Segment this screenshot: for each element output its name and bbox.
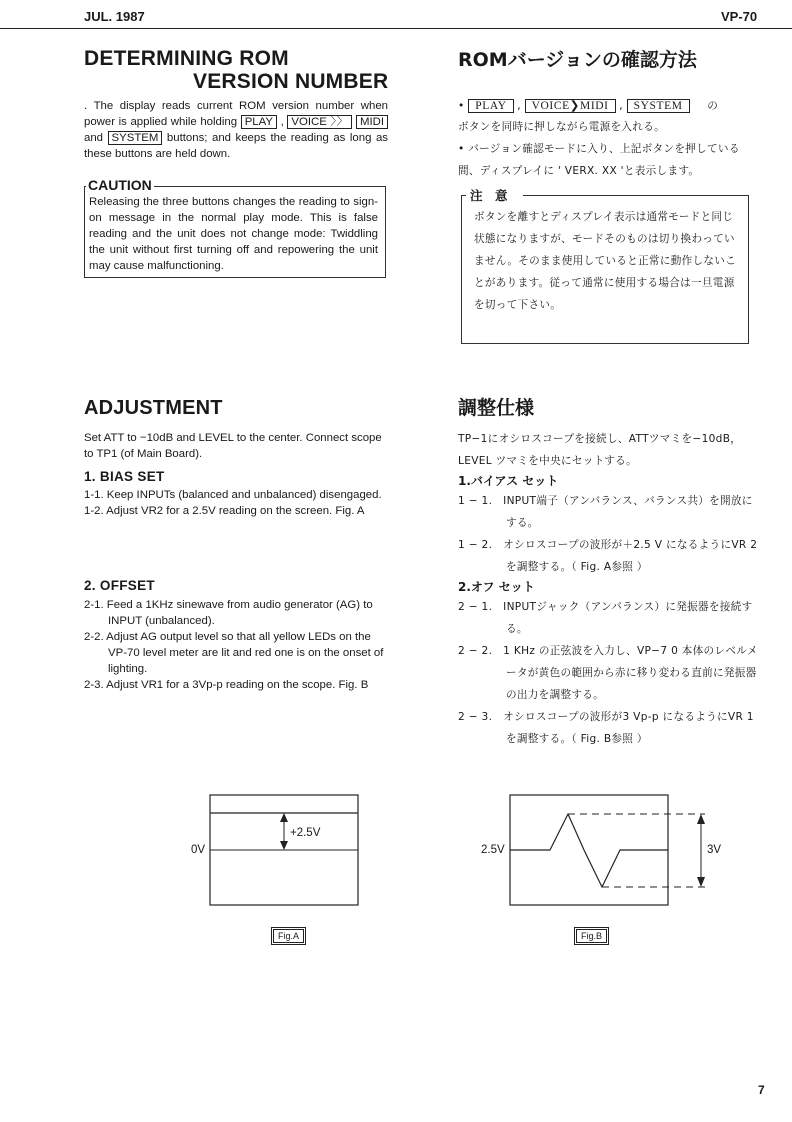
no-jp: の xyxy=(707,100,719,112)
fig-a-arrow-up xyxy=(280,813,288,822)
caution-box-jp-top-right xyxy=(523,195,748,196)
offset-step-2-en: 2-2. Adjust AG output level so that all yellow LEDs on the VP-70 level meter are lit and red one is on the onset of lighting. xyxy=(84,631,384,675)
key-voice-en: VOICE 〉〉 xyxy=(287,115,352,129)
bias-step-2-en: 1-2. Adjust VR2 for a 2.5V reading on the screen. Fig. A xyxy=(84,505,365,517)
header-model: VP-70 xyxy=(721,9,758,24)
adj-title-jp: 調整仕様 xyxy=(458,397,535,419)
key-sep-en: , xyxy=(280,116,284,128)
fig-b-diagram xyxy=(500,790,730,910)
rom-body-en xyxy=(84,98,388,162)
fig-a-caption: Fig.A xyxy=(273,929,304,943)
rom-title-en-line2: VERSION NUMBER xyxy=(193,70,389,93)
rom-title-jp: ROMバージョンの確認方法 xyxy=(458,49,697,71)
fig-b-caption: Fig.B xyxy=(576,929,607,943)
bias-title-jp: 1.バイアス セット xyxy=(458,474,559,488)
rom-line1-jp xyxy=(458,95,758,117)
page-number: 7 xyxy=(758,1083,765,1097)
rom-line2-jp: • バージョン確認モードに入り、上記ボタンを押している間、ディスプレイに ' VERX. XX 'と表示します。 xyxy=(458,143,740,177)
fig-a-zero-label: 0V xyxy=(191,844,206,856)
bias-step-1-en: 1-1. Keep INPUTs (balanced and unbalanced) disengaged. xyxy=(84,489,382,501)
rom-line1-rest-jp: ボタンを同時に押しながら電源を入れる。 xyxy=(458,121,665,133)
fig-a-arrow-down xyxy=(280,841,288,850)
caution-text-jp: ボタンを離すとディスプレイ表示は通常モードと同じ状態になりますが、モードそのものは切り換わっていません。そのまま使用していると正常に動作しないことがあります。従って通常に使用する場合は一旦電源を切って下さい。 xyxy=(474,211,737,311)
fig-a-diagram xyxy=(180,790,380,910)
header-date: JUL. 1987 xyxy=(84,9,145,24)
key-play-jp: PLAY xyxy=(468,99,513,113)
adj-intro-jp: TP−1にオシロスコープを接続し、ATTツマミを−10dB，LEVEL ツマミを中央にセットする。 xyxy=(458,433,742,467)
rom-body-en-text-a: . The display reads current ROM version number when power is applied while holding xyxy=(84,100,388,128)
comma-jp-1: , xyxy=(517,100,521,112)
bias-steps-jp xyxy=(458,490,758,578)
key-system-jp: SYSTEM xyxy=(627,99,690,113)
and-en: and xyxy=(84,132,104,144)
fig-b-pp-label: 3V xyxy=(707,844,722,856)
adj-title-en: ADJUSTMENT xyxy=(84,397,223,419)
bullet-jp: • xyxy=(458,100,465,112)
rom-title-en-line1: DETERMINING ROM xyxy=(84,47,289,70)
fig-b-arrow-down xyxy=(697,877,705,887)
comma-jp-2: , xyxy=(619,100,623,112)
key-system-en: SYSTEM xyxy=(108,131,163,145)
fig-a-delta-label: +2.5V xyxy=(290,827,321,839)
key-voice-midi-jp: VOICE❯MIDI xyxy=(525,99,616,113)
key-play-en: PLAY xyxy=(241,115,277,129)
rom-body-en-text-b: buttons; and keeps the reading as long as these buttons are held down. xyxy=(84,132,388,160)
offset-title-jp: 2.オフ セット xyxy=(458,580,535,594)
fig-b-arrow-up xyxy=(697,814,705,824)
offset-step-1-en: 2-1. Feed a 1KHz sinewave from audio generator (AG) to INPUT (unbalanced). xyxy=(84,599,373,627)
bias-step-1-jp: 1 − 1. INPUT端子（アンバランス、バランス共）を開放にする。 xyxy=(458,495,753,529)
offset-steps-en xyxy=(84,597,390,693)
caution-text-en: Releasing the three buttons changes the reading to sign-on message in the normal play mode. This is false reading and the unit does not change mode: Twiddling the unit without first turning off and repowering the unit may cause malfunctioning. xyxy=(89,196,378,272)
offset-step-3-en: 2-3. Adjust VR1 for a 3Vp-p reading on the scope. Fig. B xyxy=(84,679,369,691)
offset-step-2-jp: 2 − 2. 1 KHz の正弦波を入力し、VP−7 0 本体のレベルメータが黄色の範囲から赤に移り変わる直前に発振器の出力を調整する。 xyxy=(458,645,758,701)
bias-steps-en xyxy=(84,487,390,519)
offset-step-1-jp: 2 − 1. INPUTジャック（アンバランス）に発振器を接続する。 xyxy=(458,601,753,635)
fig-b-level-label: 2.5V xyxy=(481,844,505,856)
offset-title-en: 2. OFFSET xyxy=(84,578,155,593)
offset-steps-jp xyxy=(458,596,758,750)
bias-title-en: 1. BIAS SET xyxy=(84,469,165,484)
bias-step-2-jp: 1 − 2. オシロスコープの波形が＋2.5 V になるようにVR 2 を調整する。（ Fig. A参照 ） xyxy=(458,539,758,573)
header-rule xyxy=(0,28,792,29)
offset-step-3-jp: 2 − 3. オシロスコープの波形が3 Vp-p になるようにVR 1 を調整する。（ Fig. B参照 ） xyxy=(458,711,754,745)
adj-intro-en: Set ATT to −10dB and LEVEL to the center. Connect scope to TP1 (of Main Board). xyxy=(84,432,382,460)
key-midi-en: MIDI xyxy=(356,115,388,129)
caution-title-jp: 注 意 xyxy=(470,188,508,203)
caution-box-jp-top-left xyxy=(461,195,466,196)
caution-title-en: CAUTION xyxy=(88,177,152,193)
fig-b-sine-wave xyxy=(510,814,668,887)
